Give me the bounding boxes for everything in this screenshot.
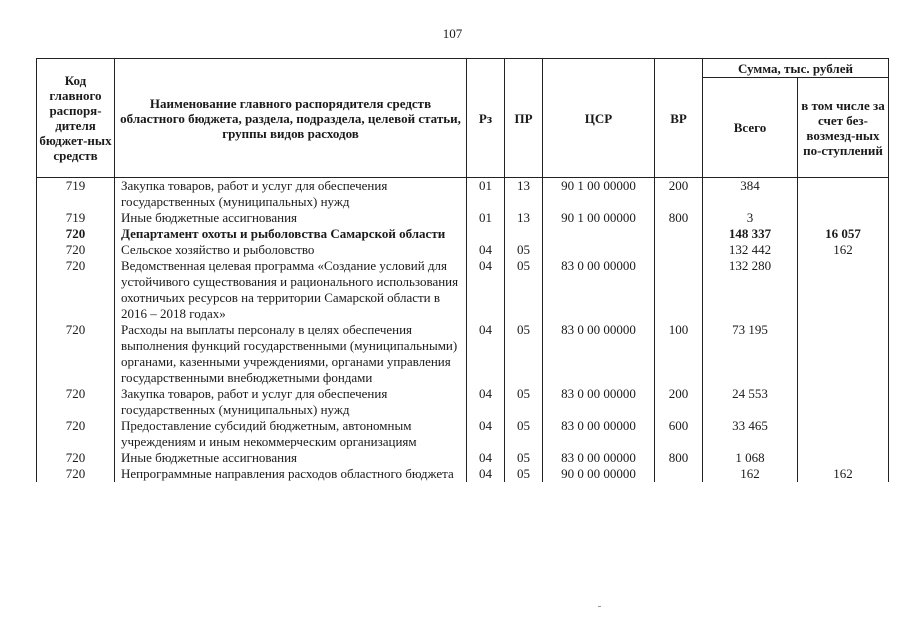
- scan-smudge: [598, 606, 601, 607]
- cell-pr: 05: [505, 418, 543, 450]
- cell-rz: 01: [467, 178, 505, 211]
- cell-pr: 13: [505, 210, 543, 226]
- table-row: [37, 322, 889, 386]
- cell-csr: 90 0 00 00000: [543, 466, 655, 482]
- cell-csr: 83 0 00 00000: [543, 418, 655, 450]
- cell-free: [798, 322, 889, 386]
- cell-total: 1 068: [703, 450, 798, 466]
- cell-csr: [543, 242, 655, 258]
- cell-rz: 04: [467, 466, 505, 482]
- cell-total: 148 337: [703, 226, 798, 242]
- cell-name: Закупка товаров, работ и услуг для обеспечения государственных (муниципальных) нужд: [115, 386, 467, 418]
- header-total: Всего: [703, 78, 798, 178]
- cell-rz: 04: [467, 322, 505, 386]
- cell-total: 132 280: [703, 258, 798, 322]
- cell-pr: 05: [505, 242, 543, 258]
- cell-vr: 800: [655, 210, 703, 226]
- cell-total: 162: [703, 466, 798, 482]
- cell-vr: 200: [655, 178, 703, 211]
- header-row-1: [37, 59, 889, 78]
- cell-csr: 83 0 00 00000: [543, 386, 655, 418]
- cell-csr: 83 0 00 00000: [543, 258, 655, 322]
- table-row: [37, 418, 889, 450]
- cell-rz: 04: [467, 258, 505, 322]
- header-rz: Рз: [467, 59, 505, 178]
- cell-code: 720: [37, 242, 115, 258]
- cell-csr: 83 0 00 00000: [543, 322, 655, 386]
- table-row: [37, 258, 889, 322]
- cell-free: 162: [798, 466, 889, 482]
- table-row: [37, 242, 889, 258]
- cell-code: 719: [37, 210, 115, 226]
- cell-name: Департамент охоты и рыболовства Самарской области: [115, 226, 467, 242]
- header-pr: ПР: [505, 59, 543, 178]
- cell-csr: 90 1 00 00000: [543, 210, 655, 226]
- cell-name: Сельское хозяйство и рыболовство: [115, 242, 467, 258]
- cell-pr: 05: [505, 466, 543, 482]
- cell-vr: 100: [655, 322, 703, 386]
- cell-free: 162: [798, 242, 889, 258]
- header-name: Наименование главного распорядителя средств областного бюджета, раздела, подраздела, целевой статьи, группы видов расходов: [115, 59, 467, 178]
- cell-rz: 04: [467, 386, 505, 418]
- cell-pr: 05: [505, 258, 543, 322]
- header-free: в том числе за счет без-возмезд-ных по-ступлений: [798, 78, 889, 178]
- cell-total: 132 442: [703, 242, 798, 258]
- cell-rz: 04: [467, 242, 505, 258]
- header-csr: ЦСР: [543, 59, 655, 178]
- cell-free: [798, 258, 889, 322]
- cell-vr: 800: [655, 450, 703, 466]
- table-row: [37, 386, 889, 418]
- cell-pr: 05: [505, 322, 543, 386]
- cell-code: 720: [37, 466, 115, 482]
- table-row: [37, 178, 889, 211]
- cell-code: 720: [37, 322, 115, 386]
- cell-total: 384: [703, 178, 798, 211]
- cell-pr: 13: [505, 178, 543, 211]
- cell-vr: 200: [655, 386, 703, 418]
- cell-vr: 600: [655, 418, 703, 450]
- budget-table: [36, 58, 889, 482]
- cell-vr: [655, 466, 703, 482]
- cell-free: [798, 386, 889, 418]
- cell-vr: [655, 226, 703, 242]
- cell-pr: [505, 226, 543, 242]
- cell-total: 3: [703, 210, 798, 226]
- cell-code: 720: [37, 386, 115, 418]
- cell-csr: 90 1 00 00000: [543, 178, 655, 211]
- cell-name: Иные бюджетные ассигнования: [115, 210, 467, 226]
- cell-code: 719: [37, 178, 115, 211]
- cell-code: 720: [37, 226, 115, 242]
- page-number: 107: [442, 26, 463, 41]
- cell-vr: [655, 258, 703, 322]
- cell-code: 720: [37, 418, 115, 450]
- cell-free: [798, 418, 889, 450]
- cell-csr: [543, 226, 655, 242]
- cell-name: Расходы на выплаты персоналу в целях обеспечения выполнения функций государственными (муниципальными) органами, казенными учреждениями, органами управления государственными внебюджетными фондами: [115, 322, 467, 386]
- cell-rz: 04: [467, 418, 505, 450]
- table-body: [37, 178, 889, 483]
- cell-free: 16 057: [798, 226, 889, 242]
- cell-rz: 04: [467, 450, 505, 466]
- cell-code: 720: [37, 258, 115, 322]
- cell-pr: 05: [505, 450, 543, 466]
- cell-free: [798, 178, 889, 211]
- cell-code: 720: [37, 450, 115, 466]
- cell-name: Закупка товаров, работ и услуг для обеспечения государственных (муниципальных) нужд: [115, 178, 467, 211]
- cell-rz: [467, 226, 505, 242]
- cell-free: [798, 450, 889, 466]
- cell-total: 24 553: [703, 386, 798, 418]
- cell-total: 73 195: [703, 322, 798, 386]
- cell-total: 33 465: [703, 418, 798, 450]
- header-code: Код главного распоря-дителя бюджет-ных средств: [37, 59, 115, 178]
- cell-name: Предоставление субсидий бюджетным, автономным учреждениям и иным некоммерческим организациям: [115, 418, 467, 450]
- cell-csr: 83 0 00 00000: [543, 450, 655, 466]
- table-row: [37, 450, 889, 466]
- header-sum-group: Сумма, тыс. рублей: [703, 59, 889, 78]
- header-vr: ВР: [655, 59, 703, 178]
- cell-name: Непрограммные направления расходов областного бюджета: [115, 466, 467, 482]
- table-row: [37, 226, 889, 242]
- cell-name: Ведомственная целевая программа «Создание условий для устойчивого существования и рационального использования охотничьих ресурсов на территории Самарской области в 2016 – 2018 годах»: [115, 258, 467, 322]
- cell-rz: 01: [467, 210, 505, 226]
- cell-name: Иные бюджетные ассигнования: [115, 450, 467, 466]
- cell-free: [798, 210, 889, 226]
- table-row: [37, 210, 889, 226]
- table-row: [37, 466, 889, 482]
- cell-vr: [655, 242, 703, 258]
- cell-pr: 05: [505, 386, 543, 418]
